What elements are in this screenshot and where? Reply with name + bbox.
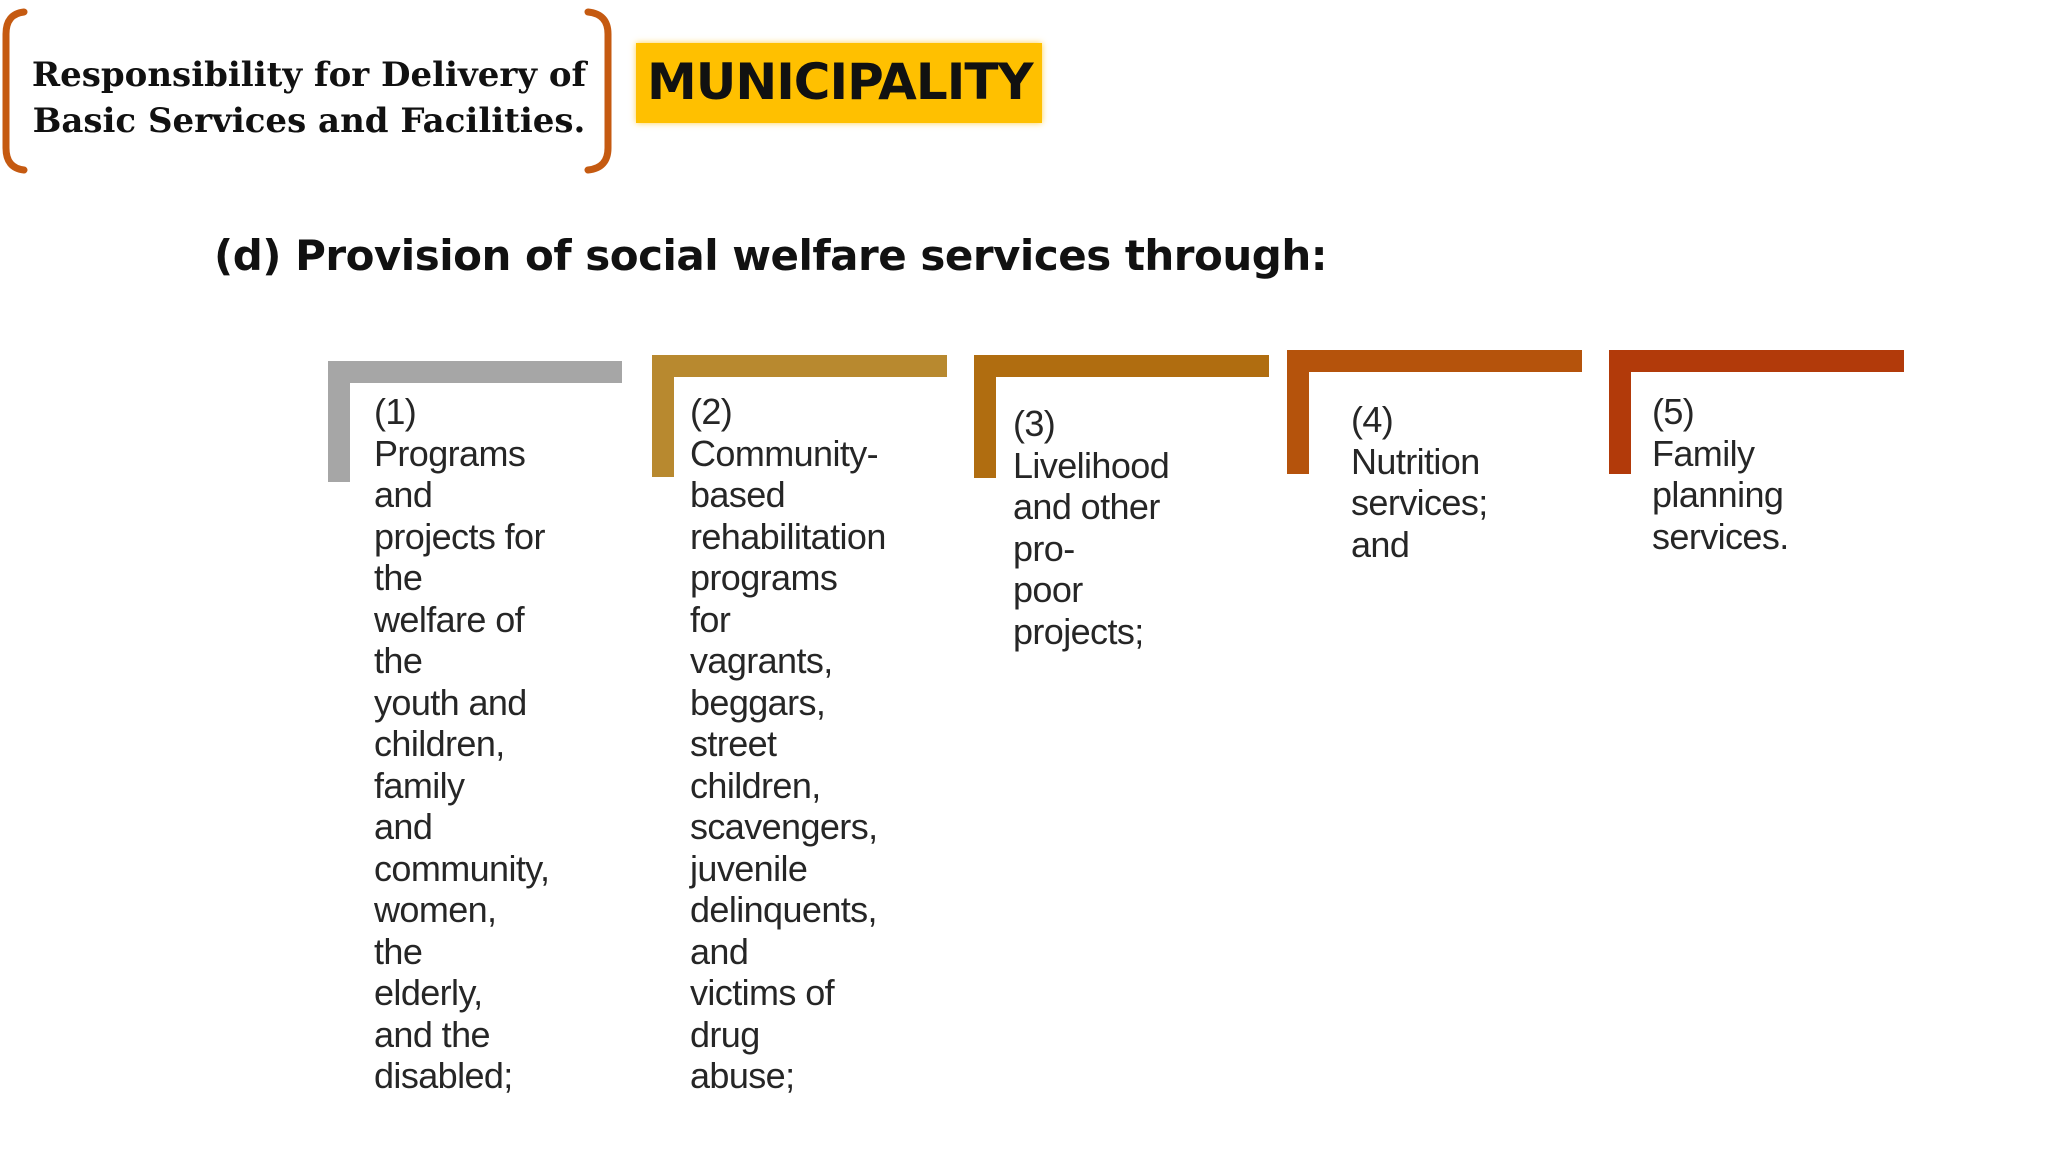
item-5-bar-top (1609, 350, 1904, 372)
item-2-bar-side (652, 355, 674, 477)
item-1-label: (1) Programs and projects for the welfare of the youth and children, family and community, women, the elderly, and the disabled; (374, 391, 550, 1096)
item-3-bar-top (974, 355, 1269, 377)
slide-subtitle: (d) Provision of social welfare services through: (214, 231, 1328, 280)
item-5-label: (5) Family planning services. (1652, 391, 1789, 557)
item-5-bar-side (1609, 350, 1631, 474)
item-4-bar-top (1287, 350, 1582, 372)
header-box (0, 8, 618, 174)
item-3-label: (3) Livelihood and other pro- poor projects; (1013, 403, 1170, 652)
item-1-bar-side (328, 361, 350, 482)
header-title: Responsibility for Delivery of Basic Services and Facilities. (31, 55, 587, 141)
item-4-bar-side (1287, 350, 1309, 474)
item-4-label: (4) Nutrition services; and (1351, 399, 1488, 565)
item-2-label: (2) Community- based rehabilitation programs for vagrants, beggars, street children, scavengers, juvenile delinquents, and victims of drug abuse; (690, 391, 886, 1096)
item-1-bar-top (328, 361, 622, 383)
municipality-badge-label: MUNICIPALITY (647, 53, 1033, 111)
item-3-bar-side (974, 355, 996, 478)
item-2-bar-top (652, 355, 947, 377)
